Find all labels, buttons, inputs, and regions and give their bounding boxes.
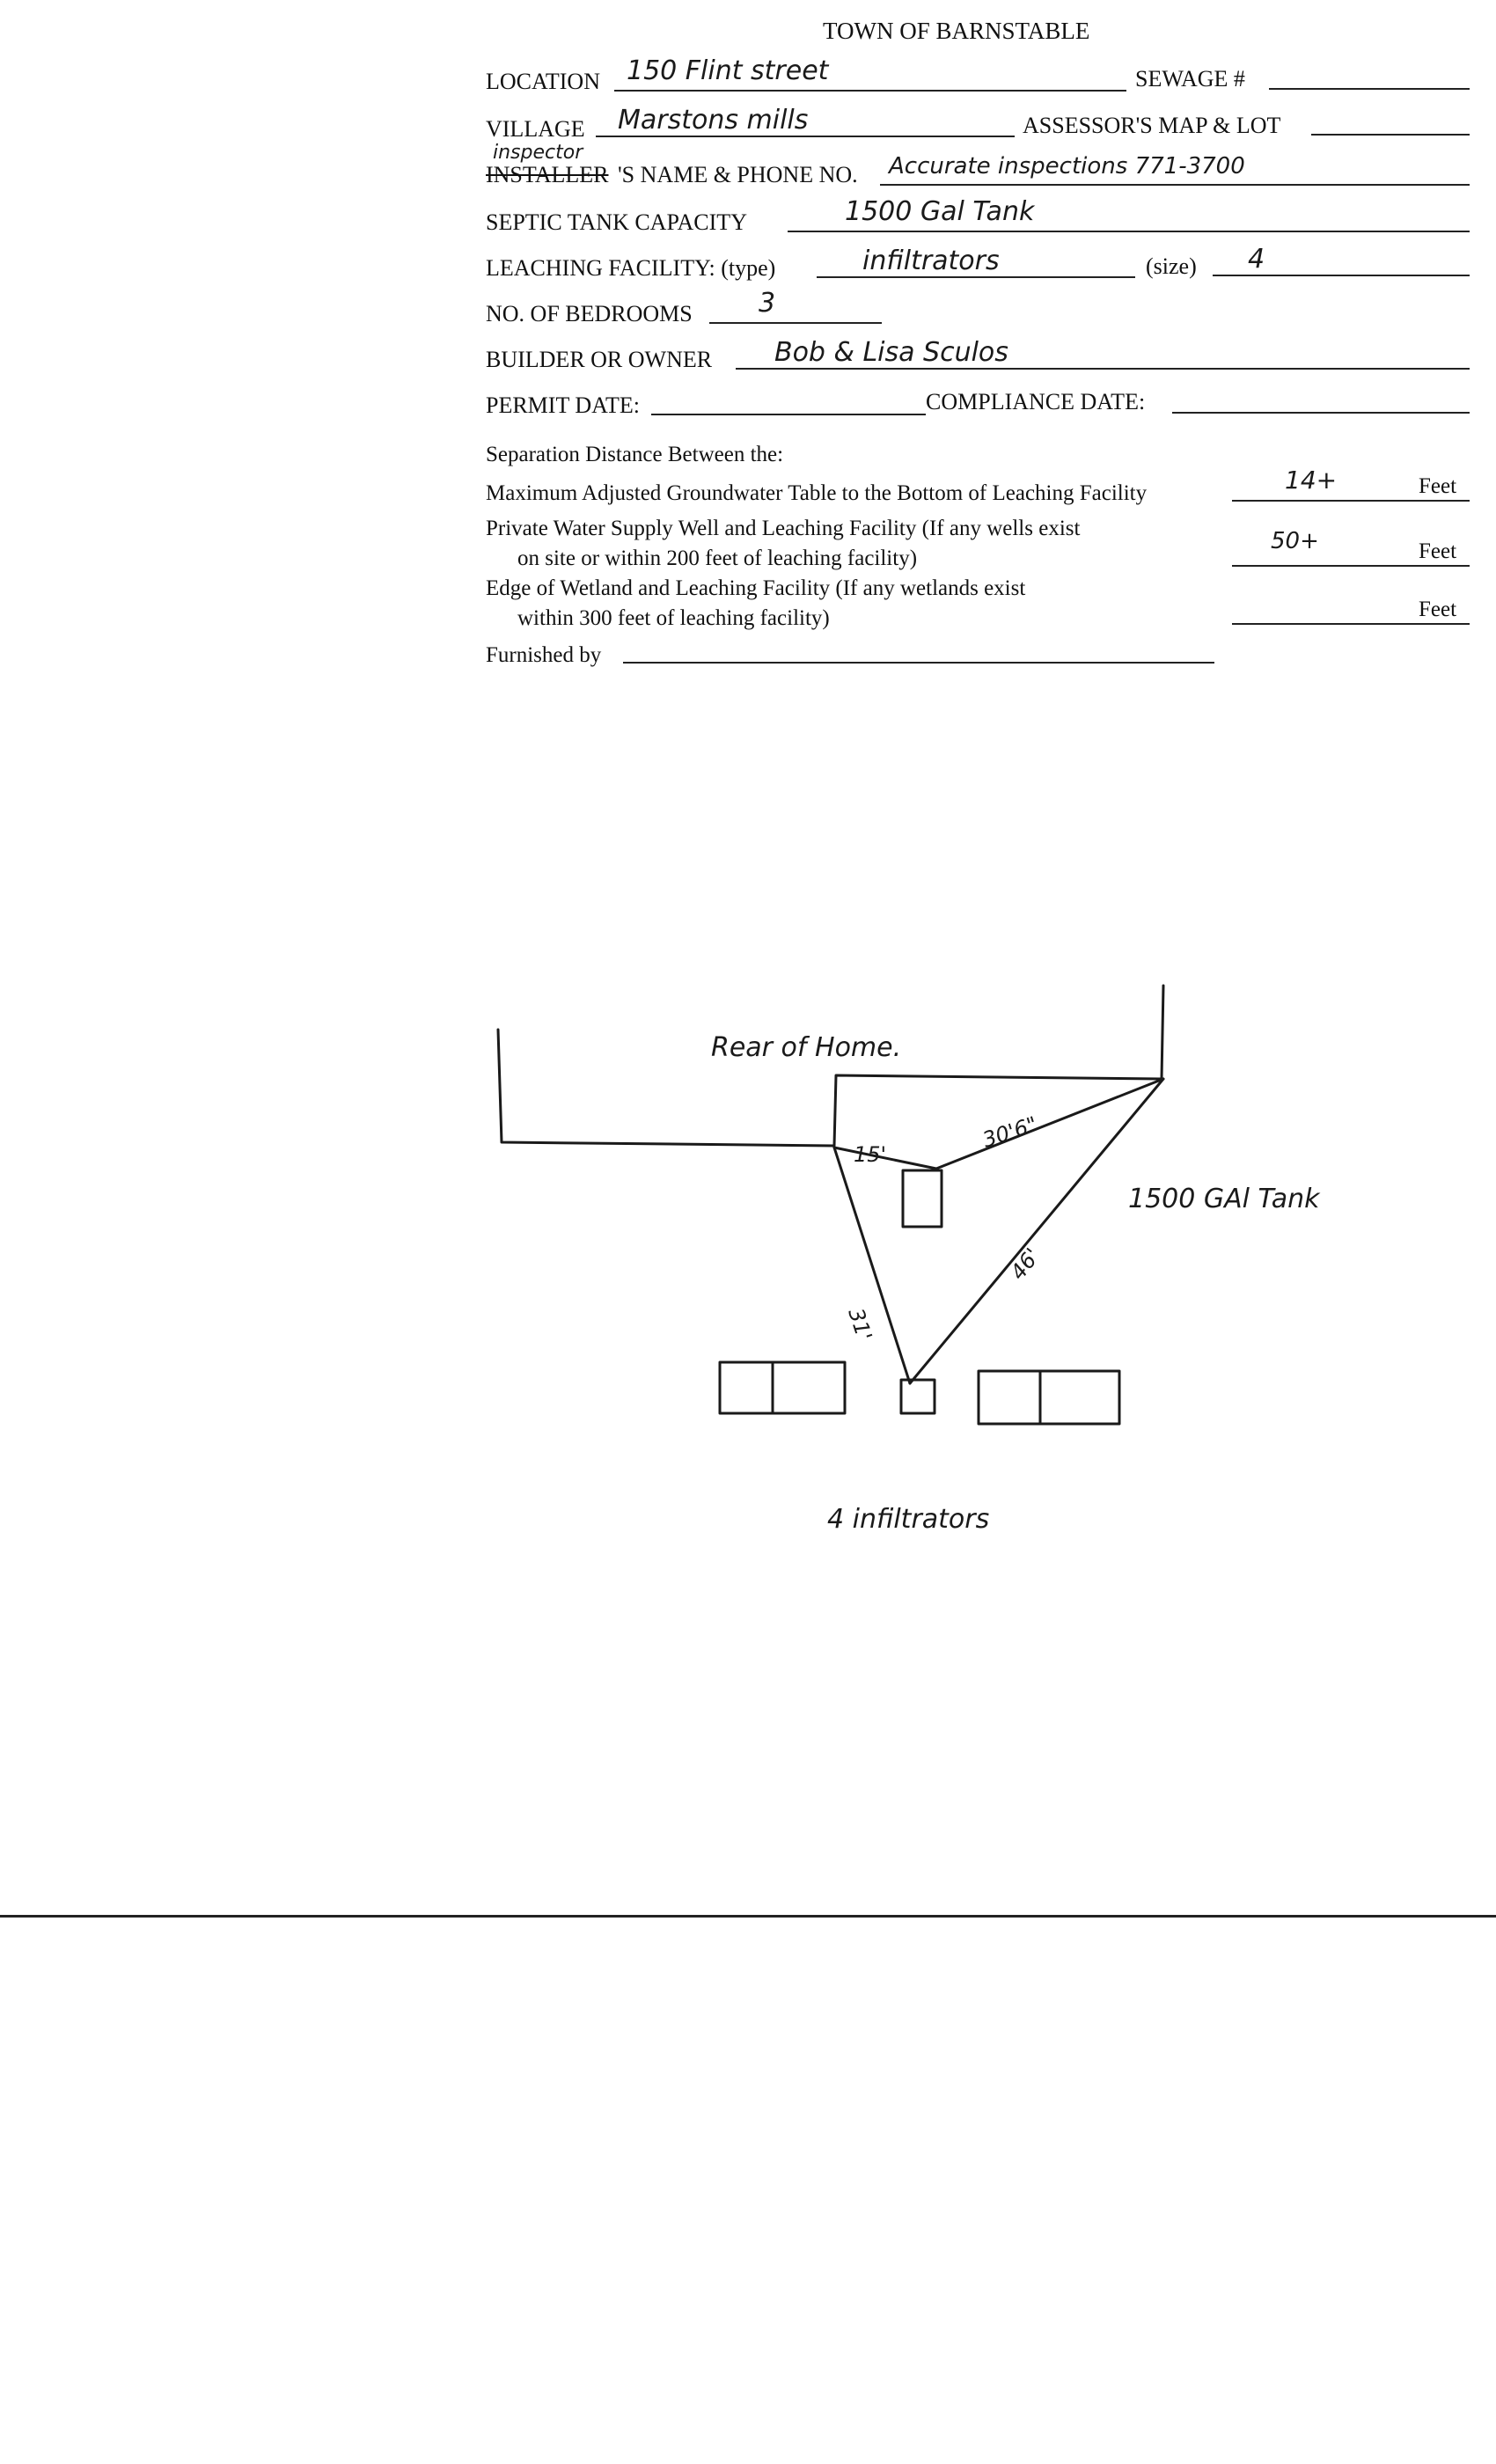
house-outline (498, 986, 1163, 1146)
distribution-box (901, 1380, 935, 1413)
septic-label: SEPTIC TANK CAPACITY (486, 209, 747, 235)
groundwater-label: Maximum Adjusted Groundwater Table to the Bottom of Leaching Facility (486, 481, 1148, 505)
location-label: LOCATION (486, 69, 600, 94)
owner-value: Bob & Lisa Sculos (774, 337, 1008, 368)
owner-label: BUILDER OR OWNER (486, 347, 713, 372)
rear-of-home-label: Rear of Home. (711, 1032, 902, 1063)
wetland-label-2: within 300 feet of leaching facility) (517, 606, 830, 630)
village-value: Marstons mills (618, 105, 809, 136)
assessor-label: ASSESSOR'S MAP & LOT (1023, 113, 1281, 138)
size-label: (size) (1146, 253, 1197, 279)
compliance-label: COMPLIANCE DATE: (926, 389, 1146, 414)
infiltrator-4 (1040, 1371, 1119, 1424)
dimension-line-31 (834, 1148, 910, 1383)
well-label-2: on site or within 200 feet of leaching facility) (517, 546, 918, 570)
village-label: VILLAGE (486, 116, 585, 142)
wetland-label-1: Edge of Wetland and Leaching Facility (If any wetlands exist (486, 576, 1026, 600)
installer-correction: inspector (493, 142, 583, 164)
groundwater-feet: Feet (1419, 474, 1457, 498)
location-value: 150 Flint street (627, 55, 829, 86)
well-label-1: Private Water Supply Well and Leaching Facility (If any wells exist (486, 517, 1081, 540)
form-title: TOWN OF BARNSTABLE (823, 18, 1090, 44)
infiltrators-label: 4 infiltrators (827, 1504, 990, 1535)
septic-value: 1500 Gal Tank (845, 196, 1035, 227)
infiltrator-1 (720, 1362, 773, 1413)
infiltrator-3 (979, 1371, 1040, 1424)
installer-label: 'S NAME & PHONE NO. (618, 162, 858, 187)
leaching-label: LEACHING FACILITY: (type) (486, 255, 776, 281)
dim-30-6-label: 30'6" (979, 1111, 1041, 1153)
bedrooms-value: 3 (759, 288, 776, 319)
permit-label: PERMIT DATE: (486, 392, 641, 418)
dim-31-label: 31' (843, 1305, 877, 1345)
wetland-feet: Feet (1419, 598, 1457, 621)
well-value: 50+ (1271, 528, 1319, 554)
installer-struck-label: INSTALLER (486, 162, 609, 187)
septic-tank-shape (903, 1170, 942, 1227)
sewage-label: SEWAGE # (1135, 66, 1245, 92)
groundwater-value: 14+ (1285, 466, 1338, 495)
dim-46-label: 46' (1005, 1243, 1045, 1285)
separation-heading: Separation Distance Between the: (486, 443, 784, 466)
infiltrator-2 (773, 1362, 845, 1413)
size-value: 4 (1248, 244, 1265, 275)
installer-value: Accurate inspections 771-3700 (889, 153, 1245, 180)
leaching-value: infiltrators (862, 246, 1000, 276)
furnished-label: Furnished by (486, 643, 602, 667)
tank-label: 1500 GAl Tank (1128, 1184, 1320, 1214)
dim-15-label: 15' (854, 1142, 887, 1167)
page-bottom-line (0, 1915, 1496, 1918)
bedrooms-label: NO. OF BEDROOMS (486, 301, 693, 326)
well-feet: Feet (1419, 539, 1457, 563)
dimension-line-30-6 (936, 1079, 1163, 1169)
